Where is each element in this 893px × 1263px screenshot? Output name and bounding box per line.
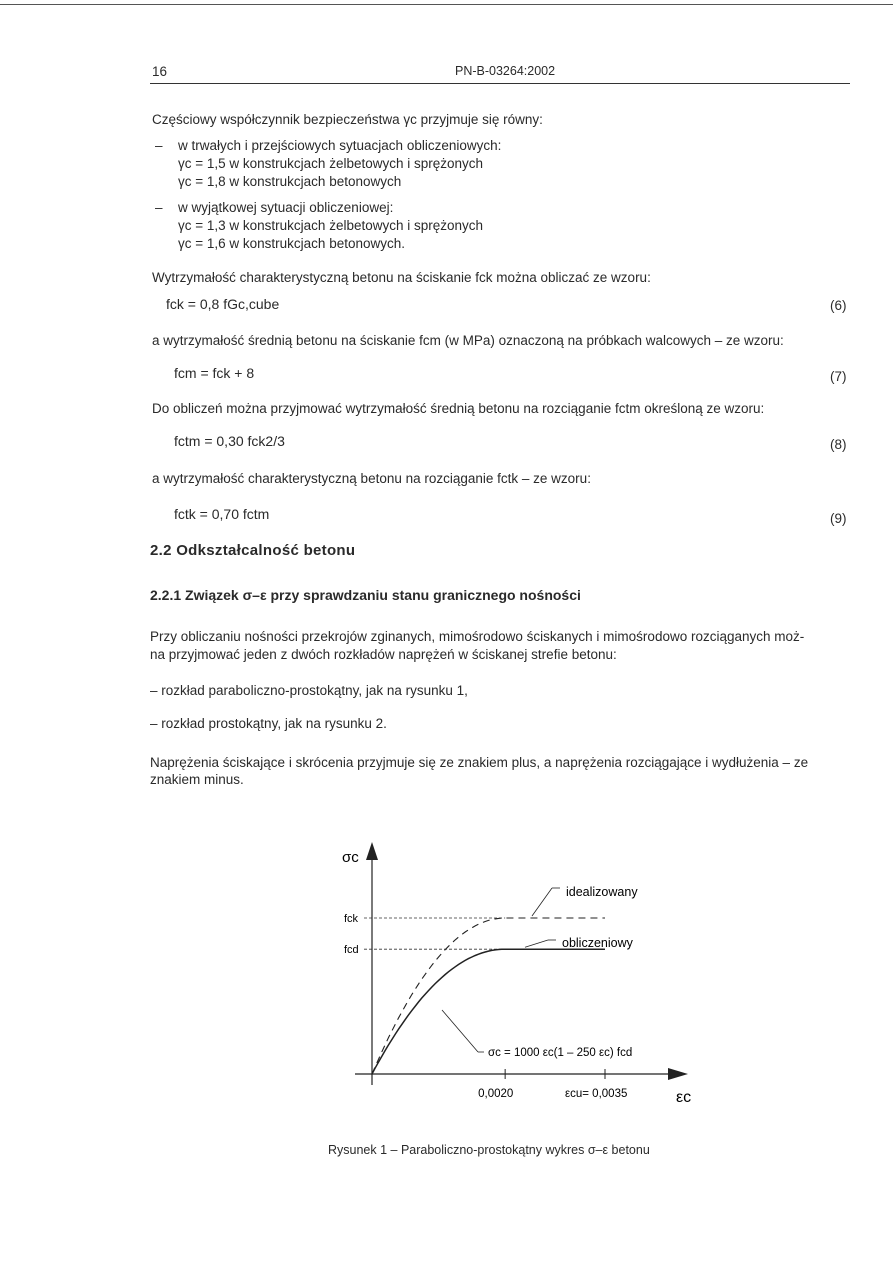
section-heading-2-2-1: 2.2.1 Związek σ–ε przy sprawdzaniu stanu granicznego nośności	[150, 587, 581, 603]
y-axis-arrow	[366, 842, 378, 860]
annotation-idealizowany: idealizowany	[566, 885, 638, 899]
x-tick-label: εcu= 0,0035	[565, 1088, 628, 1100]
x-axis-arrow	[668, 1068, 688, 1080]
equation-8-number: (8)	[830, 437, 847, 452]
equation-6-number: (6)	[830, 298, 847, 313]
para-znak-line1: Naprężenia ściskające i skrócenia przyjmuje się ze znakiem plus, a naprężenia rozciągające i wydłużenia – ze	[150, 755, 809, 770]
para-nosnosc-line1: Przy obliczaniu nośności przekrojów zginanych, mimośrodowo ściskanych i mimośrodowo rozciąganych moż-	[150, 629, 805, 644]
figure-caption: Rysunek 1 – Paraboliczno-prostokątny wykres σ–ε betonu	[328, 1143, 650, 1157]
standard-code: PN-B-03264:2002	[455, 64, 556, 78]
para-nosnosc-line2: na przyjmować jeden z dwóch rozkładów naprężeń w ściskanej strefie betonu:	[150, 647, 617, 662]
y-tick-fcd: fcd	[344, 944, 359, 957]
leader-line	[525, 940, 548, 947]
x-axis-label: εc	[676, 1089, 692, 1106]
list-item-parabolic: – rozkład paraboliczno-prostokątny, jak na rysunku 1,	[150, 683, 468, 698]
sigma-epsilon-chart	[300, 830, 720, 1120]
equation-7-number: (7)	[830, 369, 847, 384]
para-znak-line2: znakiem minus.	[150, 772, 244, 787]
gamma-item2-label: w wyjątkowej sytuacji obliczeniowej:	[178, 200, 394, 215]
equation-9-number: (9)	[830, 511, 847, 526]
equation-7: fcm = fck + 8	[174, 365, 255, 381]
leader-line	[442, 1010, 478, 1052]
gamma-item1-line2: γc = 1,8 w konstrukcjach betonowych	[178, 174, 402, 189]
equation-6: fck = 0,8 fGc,cube	[166, 296, 280, 312]
equation-9: fctk = 0,70 fctm	[174, 506, 270, 522]
x-tick-label: 0,0020	[478, 1088, 514, 1100]
list-item-rectangular: – rozkład prostokątny, jak na rysunku 2.	[150, 716, 387, 731]
para-fctm: Do obliczeń można przyjmować wytrzymałość średnią betonu na rozciąganie fctm określoną ze wzoru:	[152, 401, 765, 416]
page-number: 16	[152, 64, 168, 79]
list-dash: –	[155, 200, 163, 215]
annotation-obliczeniowy: obliczeniowy	[562, 936, 633, 950]
section-heading-2-2: 2.2 Odkształcalność betonu	[150, 542, 356, 559]
gamma-item2-line1: γc = 1,3 w konstrukcjach żelbetowych i sprężonych	[178, 218, 484, 233]
top-border-line	[0, 4, 893, 5]
header-rule	[150, 83, 850, 84]
para-fctk: a wytrzymałość charakterystyczną betonu na rozciąganie fctk – ze wzoru:	[152, 471, 591, 486]
annotation-formula: σc = 1000 εc(1 – 250 εc) fcd	[488, 1047, 633, 1059]
equation-8: fctm = 0,30 fck2/3	[174, 433, 285, 449]
y-tick-fck: fck	[344, 913, 359, 925]
para-fcm: a wytrzymałość średnią betonu na ściskanie fcm (w MPa) oznaczoną na próbkach walcowych – ze wzoru:	[152, 333, 784, 348]
gamma-item1-line1: γc = 1,5 w konstrukcjach żelbetowych i sprężonych	[178, 156, 484, 171]
leader-line	[532, 888, 552, 916]
gamma-item2-line2: γc = 1,6 w konstrukcjach betonowych.	[178, 236, 405, 251]
gamma-intro: Częściowy współczynnik bezpieczeństwa γc przyjmuje się równy:	[152, 112, 543, 127]
list-dash: –	[155, 138, 163, 153]
gamma-item1-label: w trwałych i przejściowych sytuacjach obliczeniowych:	[178, 138, 502, 153]
y-axis-label: σc	[342, 849, 359, 866]
para-fck: Wytrzymałość charakterystyczną betonu na ściskanie fck można obliczać ze wzoru:	[152, 270, 651, 285]
